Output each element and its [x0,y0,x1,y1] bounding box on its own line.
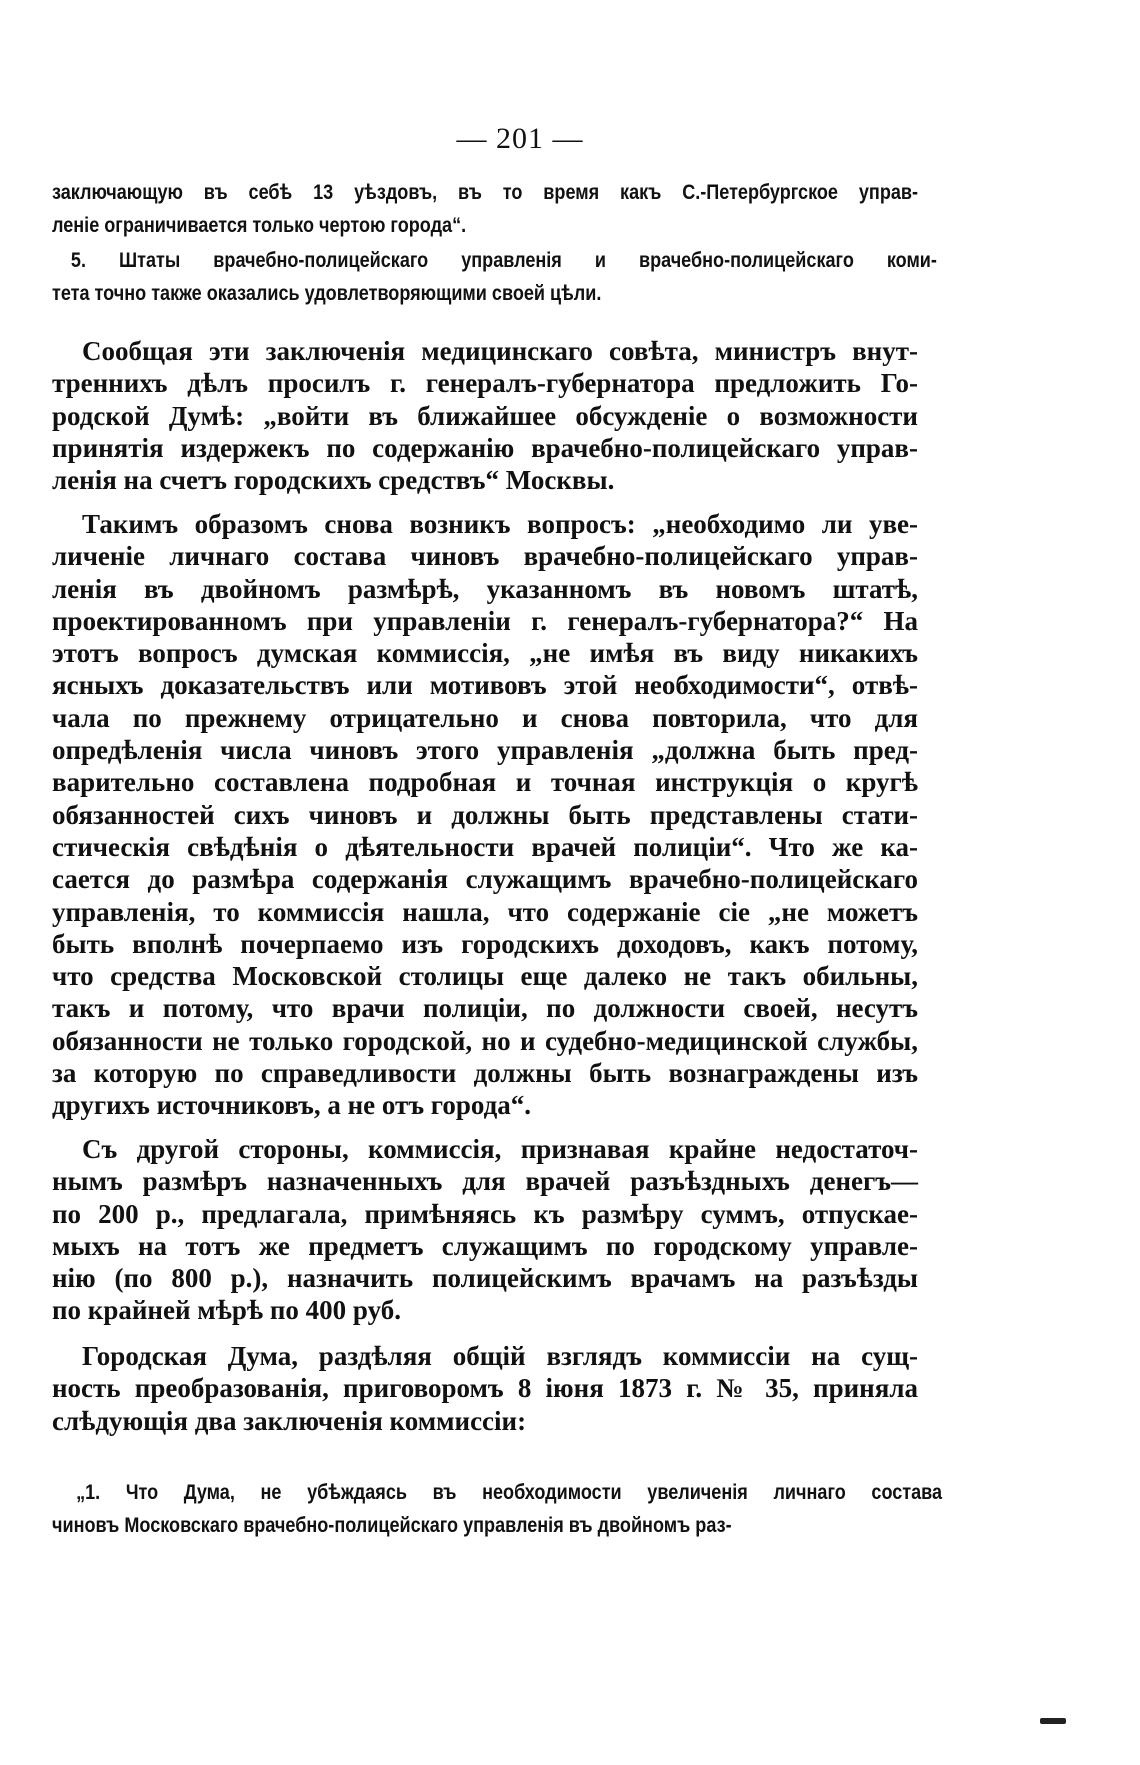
text-line: леніе ограничивается только чертою города“. [52,214,467,237]
text-line: сается до размѣра содержанія служащимъ врачебно-полицейскаго [52,864,918,895]
text-line: ленія на счетъ городскихъ средствъ“ Москвы. [52,465,615,496]
text-line: обязанности не только городской, но и судебно-медицинской службы, [52,1025,918,1056]
top-quote-block [52,176,918,242]
text-line: чиновъ Московскаго врачебно-полицейскаго управленія въ двойномъ раз- [52,1514,732,1537]
text-line: принятія издержекъ по содержанію врачебно-полицейскаго управ- [52,432,918,463]
text-line: стическія свѣдѣнія о дѣятельности врачей полиціи“. Что же ка- [52,831,918,862]
text-line: по 200 р., предлагала, примѣняясь къ размѣру суммъ, отпускае- [52,1198,918,1229]
text-line: этотъ вопросъ думская коммиссія, „не имѣя въ виду никакихъ [52,638,918,669]
text-line: треннихъ дѣлъ просилъ г. генералъ-губернатора предложить Го- [52,368,918,399]
text-line: нію (по 800 р.), назначить полицейскимъ врачамъ на разъѣзды [52,1263,918,1294]
text-line: Съ другой стороны, коммиссія, признавая крайне недостаточ- [82,1134,918,1164]
paragraph-1 [52,335,918,496]
text-line: слѣдующія два заключенія коммиссіи: [52,1405,527,1436]
text-line: опредѣленія числа чиновъ этого управленія „должна быть пред- [52,735,918,766]
text-line: другихъ источниковъ, а не отъ города“. [52,1090,532,1121]
text-line: заключающую въ себѣ 13 уѣздовъ, въ то время какъ С.-Петербургское управ- [52,181,919,204]
text-line: нымъ размѣръ назначенныхъ для врачей разъѣздныхъ денегъ— [52,1166,918,1197]
text-line: родской Думѣ: „войти въ ближайшее обсужденіе о возможности [52,400,918,431]
text-line: „1. Что Дума, не убѣждаясь въ необходимости увеличенія личнаго состава [76,1481,943,1504]
text-line: проектированномъ при управленіи г. генералъ-губернатора?“ На [52,605,918,636]
bottom-quote-block [52,1476,943,1542]
paragraph-2 [52,508,918,1122]
text-line: 5. Штаты врачебно-полицейскаго управленія и врачебно-полицейскаго коми- [70,249,937,272]
text-line: ленія въ двойномъ размѣрѣ, указанномъ въ новомъ штатѣ, [52,573,918,604]
paragraph-3 [52,1133,918,1327]
text-line: Сообщая эти заключенія медицинскаго совѣта, министръ внут- [82,336,918,366]
ink-mark [1040,1718,1066,1724]
item-5-block [52,244,937,310]
text-line: мыхъ на тотъ же предметъ служащимъ по городскому управле- [52,1230,918,1261]
text-line: ность преобразованія, приговоромъ 8 іюня 1873 г. № 35, приняла [52,1373,918,1404]
text-line: личеніе личнаго состава чиновъ врачебно-полицейскаго управ- [52,541,918,572]
page-number: — 201 — [456,122,584,155]
text-line: такъ и потому, что врачи полиціи, по должности своей, несутъ [52,993,918,1024]
text-line: Такимъ образомъ снова возникъ вопросъ: „необходимо ли уве- [82,509,918,539]
text-line: за которую по справедливости должны быть вознаграждены изъ [52,1058,918,1089]
text-line: варительно составлена подробная и точная инструкція о кругѣ [52,767,918,798]
text-line: по крайней мѣрѣ по 400 руб. [52,1295,401,1326]
text-line: обязанностей сихъ чиновъ и должны быть представлены стати- [52,799,918,830]
text-line: управленія, то коммиссія нашла, что содержаніе сіе „не можетъ [52,896,918,927]
text-line: ясныхъ доказательствъ или мотивовъ этой необходимости“, отвѣ- [52,670,918,701]
text-line: быть вполнѣ почерпаемо изъ городскихъ доходовъ, какъ потому, [52,928,918,959]
text-line: чала по прежнему отрицательно и снова повторила, что для [52,702,918,733]
text-line: что средства Московской столицы еще далеко не такъ обильны, [52,961,918,992]
text-line: Городская Дума, раздѣляя общій взглядъ коммиссіи на сущ- [82,1341,918,1371]
text-line: тета точно также оказались удовлетворяющими своей цѣли. [52,282,602,305]
paragraph-4 [52,1340,918,1437]
